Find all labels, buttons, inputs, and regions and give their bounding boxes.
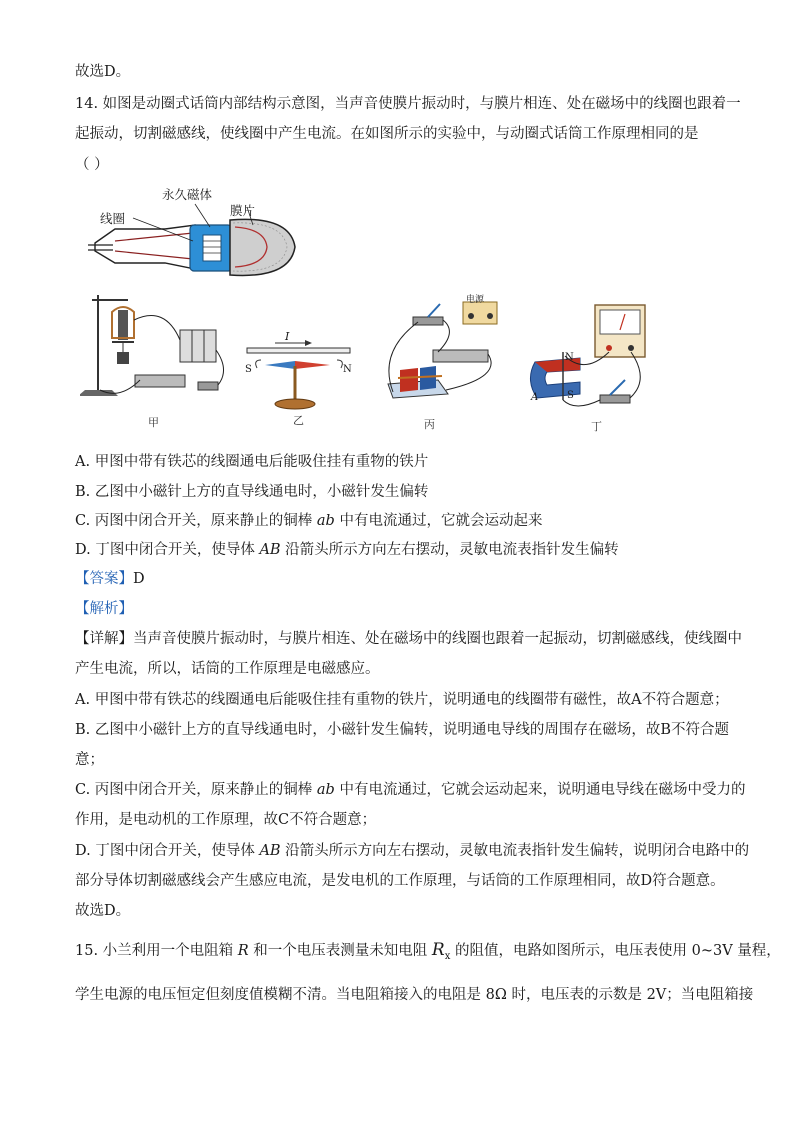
experiment-jia: [80, 290, 240, 429]
mic-label-coil: 线圈: [100, 211, 126, 226]
experiment-bing-svg: [378, 292, 508, 417]
q14-stem-line2: 起振动，切割磁感线，使线圈中产生电流。在如图所示的实验中，与动圈式话筒工作原理相同的是: [75, 126, 699, 142]
mic-label-magnet: 永久磁体: [162, 187, 213, 202]
label-power: 电源: [466, 295, 485, 305]
q15-stem-line1: 15. 小兰利用一个电阻箱 R 和一个电压表测量未知电阻 $R_x$ 的阻值，电路如图所示，电压表使用 0~3V 量程，: [75, 940, 781, 962]
q14-explanation-d-line1: D. 丁图中闭合开关，使导体 AB 沿箭头所示方向左右摆动，灵敏电流表指针发生偏转，说明闭合电路中的: [75, 843, 750, 859]
q14-option-b: B. 乙图中小磁针上方的直导线通电时，小磁针发生偏转: [75, 484, 429, 500]
q14-explanation-d-line2: 部分导体切割磁感线会产生感应电流，是发电机的工作原理，与话筒的工作原理相同，故D符合题意。: [75, 873, 725, 889]
answer-value: D: [133, 571, 145, 587]
label-ding-north: N: [565, 352, 574, 363]
resistance-value: 8Ω: [485, 987, 507, 1003]
q14-detail-line1: 【详解】当声音使膜片振动时，与膜片相连、处在磁场中的线圈也跟着一起振动，切割磁感线，使线圈中: [75, 631, 742, 647]
experiment-jia-svg: [80, 290, 240, 415]
experiment-ding-svg: [525, 300, 670, 420]
rx-symbol: R: [431, 940, 445, 960]
q14-option-d: D. 丁图中闭合开关，使导体 AB 沿箭头所示方向左右摆动，灵敏电流表指针发生偏转: [75, 542, 619, 558]
caption-jia: 甲: [148, 416, 159, 429]
q14-explanation-b-line2: 意；: [75, 752, 104, 768]
q14-analysis-tag: 【解析】: [75, 601, 133, 617]
prev-conclusion: 故选D。: [75, 64, 131, 80]
experiment-bing: [378, 292, 508, 431]
caption-bing: 丙: [424, 418, 435, 431]
q14-conclusion: 故选D。: [75, 903, 131, 919]
q14-explanation-c-line2: 作用，是电动机的工作原理，故C不符合题意；: [75, 812, 377, 828]
caption-yi: 乙: [293, 414, 304, 427]
q15-stem-line2: 学生电源的电压恒定但刻度值模糊不清。当电阻箱接入的电阻是 8Ω 时，电压表的示数是 2V；当电阻箱接: [75, 987, 754, 1003]
q14-explanation-b-line1: B. 乙图中小磁针上方的直导线通电时，小磁针发生偏转，说明通电导线的周围存在磁场，故B不符合题: [75, 722, 730, 738]
q14-explanation-c-line1: C. 丙图中闭合开关，原来静止的铜棒 ab 中有电流通过，它就会运动起来，说明通电导线在磁场中受力的: [75, 782, 746, 798]
label-current: I: [285, 330, 290, 343]
label-yi-south: S: [245, 364, 252, 375]
q14-stem-line1: 14. 如图是动圈式话筒内部结构示意图，当声音使膜片振动时，与膜片相连、处在磁场中的线圈也跟着一: [75, 96, 741, 112]
mic-label-membrane: 膜片: [230, 203, 256, 218]
q14-option-a: A. 甲图中带有铁芯的线圈通电后能吸住挂有重物的铁片: [75, 454, 429, 470]
experiment-ding: [525, 300, 670, 433]
q14-option-c: C. 丙图中闭合开关，原来静止的铜棒 ab 中有电流通过，它就会运动起来: [75, 513, 543, 529]
detail-tag: 【详解】: [75, 631, 133, 647]
experiment-yi: [245, 330, 355, 425]
answer-tag: 【答案】: [75, 571, 133, 587]
experiment-yi-svg: [245, 330, 355, 415]
q14-answer-bracket: （ ）: [75, 157, 109, 173]
label-ding-south: S: [567, 390, 574, 401]
microphone-diagram: [85, 185, 325, 290]
label-yi-north: N: [343, 364, 352, 375]
q14-detail-line2: 产生电流，所以，话筒的工作原理是电磁感应。: [75, 661, 380, 677]
label-ding-a: A: [531, 392, 539, 403]
q14-answer: [75, 569, 145, 589]
q14-explanation-a: A. 甲图中带有铁芯的线圈通电后能吸住挂有重物的铁片，说明通电的线圈带有磁性，故A不符合题意；: [75, 692, 729, 708]
caption-ding: 丁: [591, 420, 602, 433]
